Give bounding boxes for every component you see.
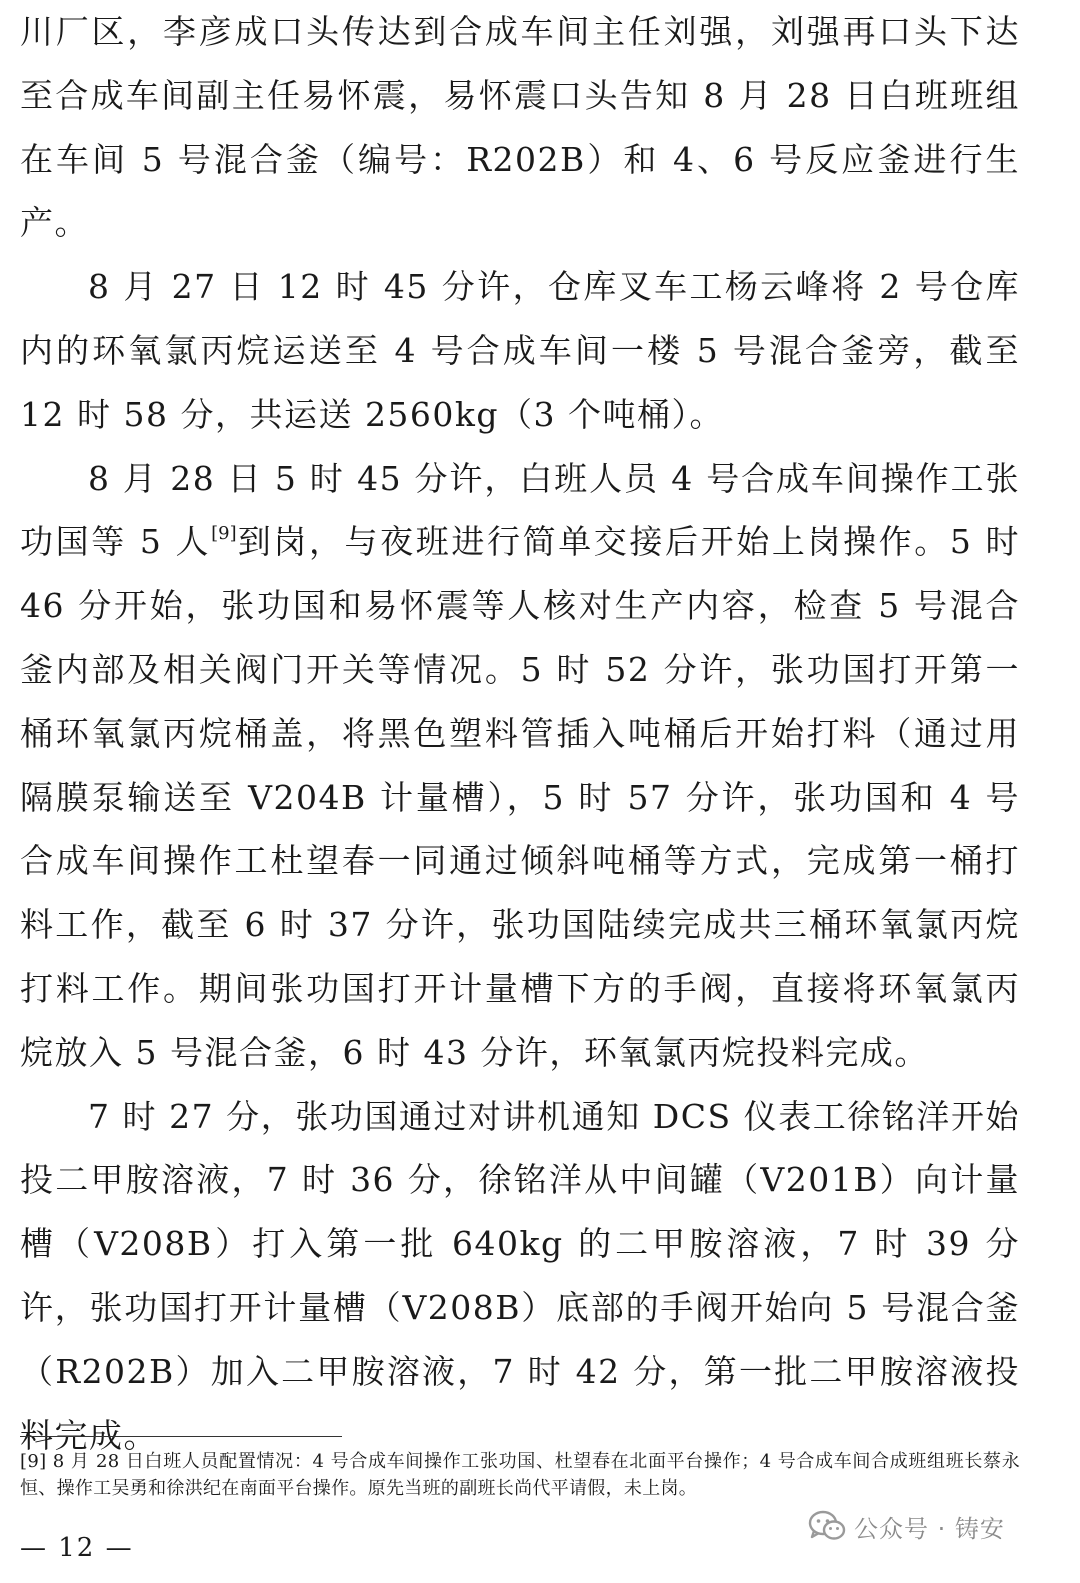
watermark-label: 公众号 · 铸安 <box>854 1514 1005 1543</box>
paragraph-4: 7 时 27 分，张功国通过对讲机通知 DCS 仪表工徐铭洋开始投二甲胺溶液，7 时 36 分，徐铭洋从中间罐（V201B）向计量槽（V208B）打入第一批 640kg 的二甲胺溶液，7 时 39 分许，张功国打开计量槽（V208B）底部的手阀开始向 5 号混合釜（R202B）加入二甲胺溶液，7 时 42 分，第一批二甲胺溶液投料完成。 <box>20 1096 1020 1455</box>
paragraph-2: 8 月 27 日 12 时 45 分许，仓库叉车工杨云峰将 2 号仓库内的环氧氯丙烷运送至 4 号合成车间一楼 5 号混合釜旁，截至 12 时 58 分，共运送 2560kg（3 个吨桶）。 <box>20 267 1020 434</box>
footnote-reference[interactable]: [9] <box>211 523 237 545</box>
paragraph-3-text-before-ref: 8 月 28 日 5 时 45 分许，白班人员 4 号合成车间操作工张功国等 5 人 <box>20 458 1020 562</box>
paragraph-1: 川厂区，李彦成口头传达到合成车间主任刘强，刘强再口头下达至合成车间副主任易怀震，易怀震口头告知 8 月 28 日白班班组在车间 5 号混合釜（编号：R202B）和 4、6 号反应釜进行生产。 <box>20 12 1020 243</box>
document-body <box>20 0 1020 1467</box>
page-number: — 12 — <box>20 1533 134 1563</box>
footnote: [9] 8 月 28 日白班人员配置情况：4 号合成车间操作工张功国、杜望春在北面平台操作；4 号合成车间合成班组班长蔡永恒、操作工吴勇和徐洪纪在南面平台操作。原先当班的副班长尚代平请假，未上岗。 <box>20 1451 1020 1499</box>
paragraph-3-text-after-ref: 到岗，与夜班进行简单交接后开始上岗操作。5 时 46 分开始，张功国和易怀震等人核对生产内容，检查 5 号混合釜内部及相关阀门开关等情况。5 时 52 分许，张功国打开第一桶环氧氯丙烷桶盖，将黑色塑料管插入吨桶后开始打料（通过用隔膜泵输送至 V204B 计量槽），5 时 57 分许，张功国和 4 号合成车间操作工杜望春一同通过倾斜吨桶等方式，完成第一桶打料工作，截至 6 时 37 分许，张功国陆续完成共三桶环氧氯丙烷打料工作。期间张功国打开计量槽下方的手阀，直接将环氧氯丙烷放入 5 号混合釜，6 时 43 分许，环氧氯丙烷投料完成。 <box>20 522 1020 1072</box>
watermark <box>808 1508 1005 1544</box>
paragraph-3 <box>20 447 1020 1085</box>
wechat-icon <box>808 1510 846 1542</box>
footnote-divider <box>20 1436 342 1437</box>
